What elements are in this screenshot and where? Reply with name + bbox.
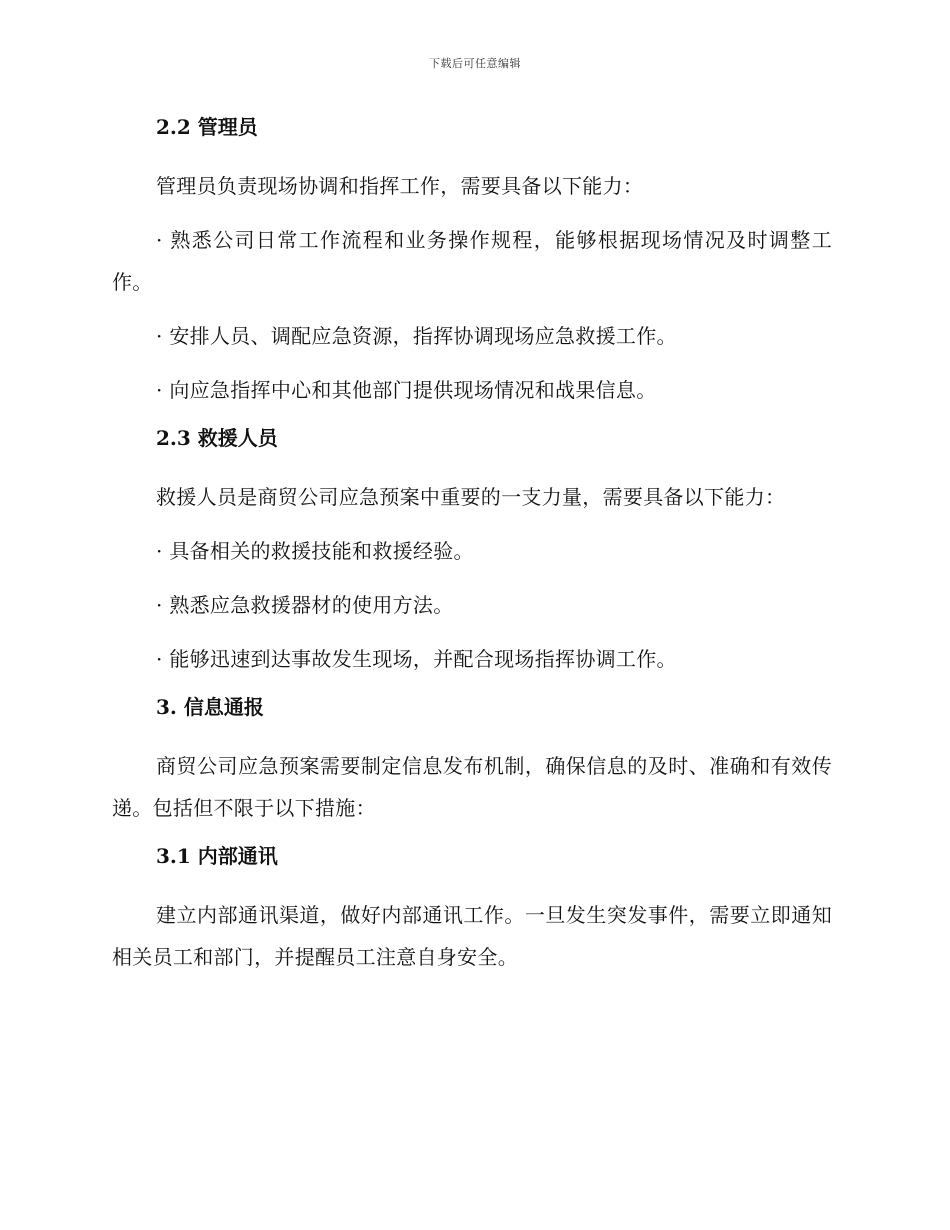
section-2-2-bullet: · 安排人员、调配应急资源，指挥协调现场应急救援工作。 [156,324,677,348]
section-3-intro: 商贸公司应急预案需要制定信息发布机制，确保信息的及时、准确和有效传递。包括但不限于以下措施： [112,754,832,820]
section-3-1-body: 建立内部通讯渠道，做好内部通讯工作。一旦发生突发事件，需要立即通知相关员工和部门，并提醒员工注意自身安全。 [112,903,832,969]
header-note: 下载后可任意编辑 [429,57,521,70]
section-2-3-bullet: · 具备相关的救援技能和救援经验。 [156,539,474,563]
section-2-3-intro: 救援人员是商贸公司应急预案中重要的一支力量，需要具备以下能力： [156,485,786,509]
section-2-3-bullet: · 熟悉应急救援器材的使用方法。 [156,593,454,617]
section-2-2-bullet: · 向应急指挥中心和其他部门提供现场情况和战果信息。 [156,378,657,402]
section-heading-3: 3. 信息通报 [156,695,264,719]
section-2-3-bullet: · 能够迅速到达事故发生现场，并配合现场指挥协调工作。 [156,647,677,671]
section-2-2-intro: 管理员负责现场协调和指挥工作，需要具备以下能力： [156,174,644,198]
document-body [112,112,832,990]
section-heading-2-2: 2.2 管理员 [156,115,258,139]
section-heading-2-3: 2.3 救援人员 [156,426,278,450]
section-2-2-bullet: · 熟悉公司日常工作流程和业务操作规程，能够根据现场情况及时调整工作。 [112,228,832,294]
section-heading-3-1: 3.1 内部通讯 [156,844,278,868]
